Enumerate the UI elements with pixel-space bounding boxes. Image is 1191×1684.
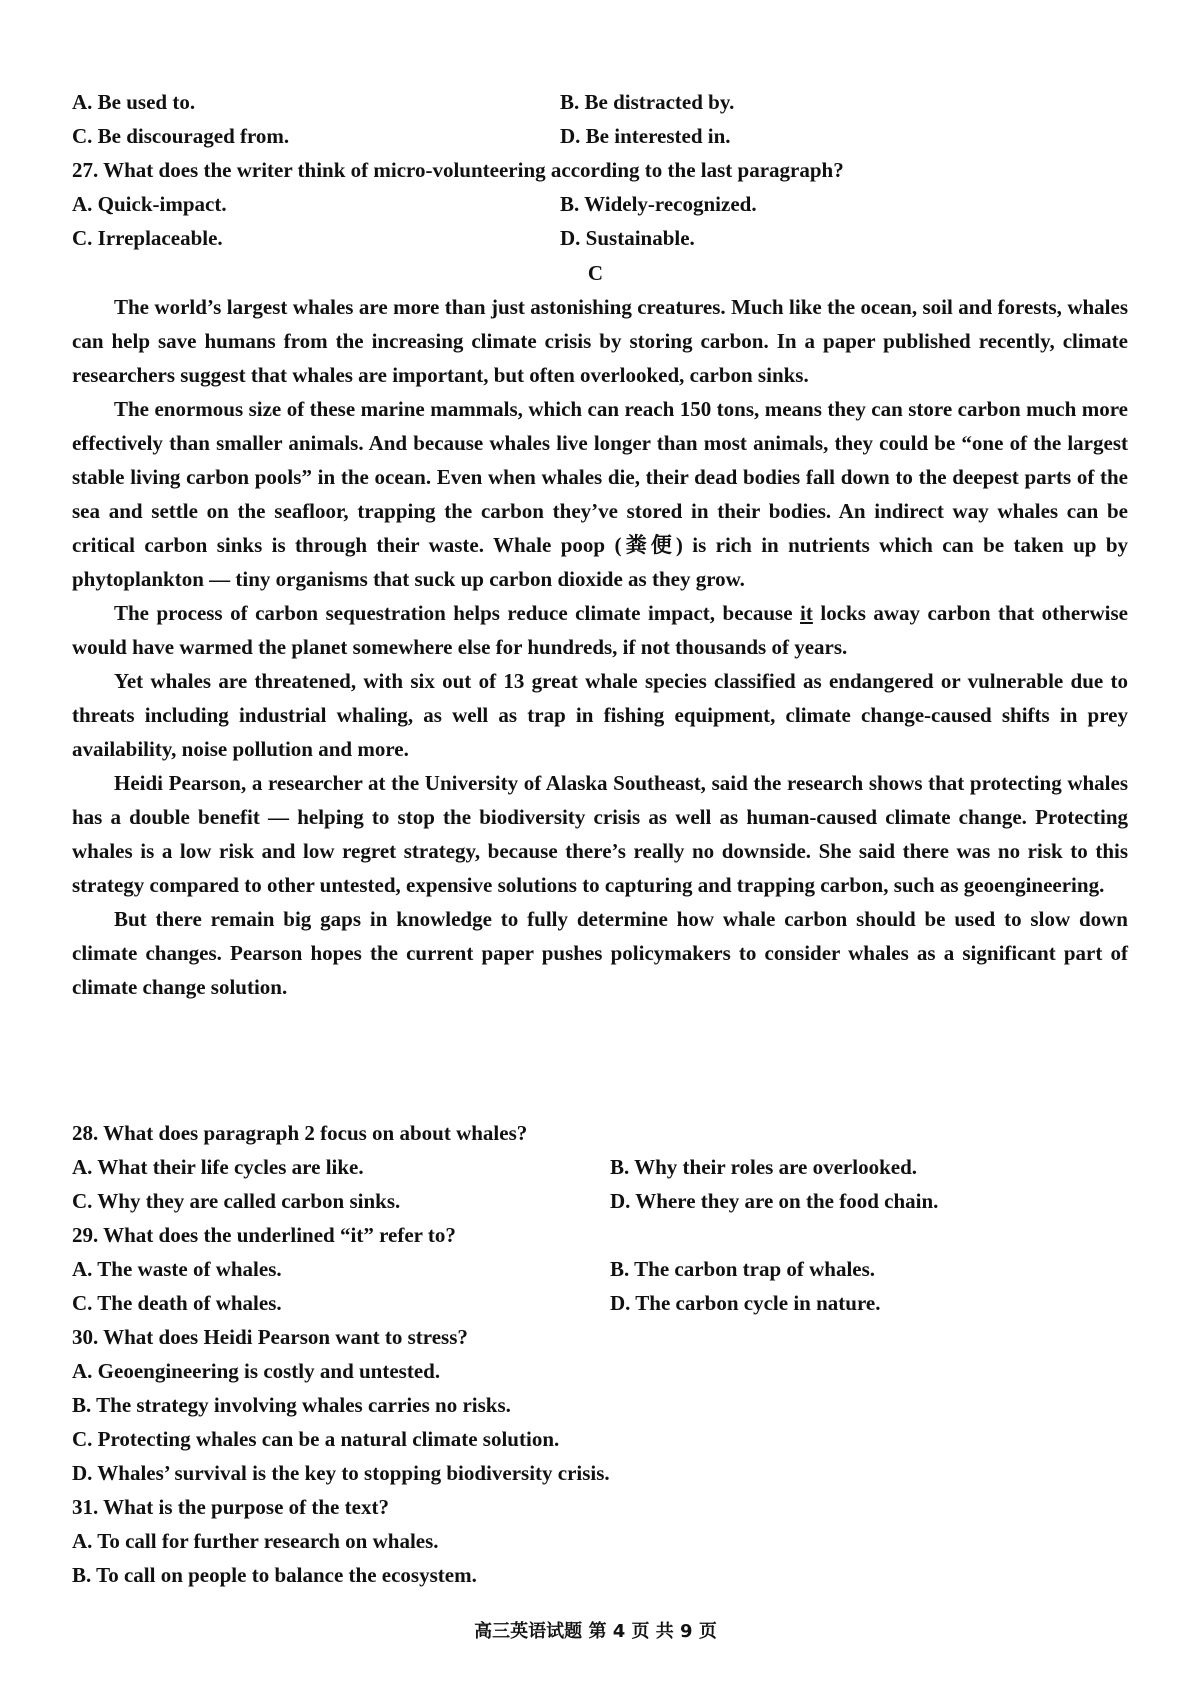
q27-option-c: C. Irreplaceable. [72, 226, 223, 250]
q31-option-a: A. To call for further research on whales. [72, 1529, 439, 1553]
p3-text-before: The process of carbon sequestration helps reduce climate impact, because [114, 601, 801, 625]
q26-option-c: C. Be discouraged from. [72, 124, 290, 148]
q28-option-d: D. Where they are on the food chain. [610, 1189, 939, 1213]
q30-option-b: B. The strategy involving whales carries no risks. [72, 1393, 511, 1417]
section-label: C [587, 261, 604, 285]
q27-option-a: A. Quick-impact. [72, 192, 227, 216]
q26-option-d: D. Be interested in. [560, 124, 731, 148]
q31-option-b: B. To call on people to balance the ecosystem. [72, 1563, 477, 1587]
q28-option-b: B. Why their roles are overlooked. [610, 1155, 918, 1179]
passage-paragraph-2: The enormous size of these marine mammals, which can reach 150 tons, means they can store carbon much more effectively than smaller animals. And because whales live longer than most animals, they could be “one of the largest stable living carbon pools” in the ocean. Even when whales die, their dead bodies fall down to the deepest parts of the sea and settle on the seafloor, trapping the carbon they’ve stored in their bodies. An indirect way whales can be critical carbon sinks is through their waste. Whale poop (粪便) is rich in nutrients which can be taken up by phytoplankton — tiny organisms that suck up carbon dioxide as they grow. [72, 397, 1128, 591]
q29-option-c: C. The death of whales. [72, 1291, 282, 1315]
q28-option-c: C. Why they are called carbon sinks. [72, 1189, 401, 1213]
q29-option-b: B. The carbon trap of whales. [610, 1257, 876, 1281]
q29-question: 29. What does the underlined “it” refer to? [72, 1223, 456, 1247]
q28-option-a: A. What their life cycles are like. [72, 1155, 364, 1179]
q30-option-d: D. Whales’ survival is the key to stopping biodiversity crisis. [72, 1461, 610, 1485]
q30-option-c: C. Protecting whales can be a natural climate solution. [72, 1427, 560, 1451]
q30-question: 30. What does Heidi Pearson want to stress? [72, 1325, 468, 1349]
passage [72, 290, 1128, 1004]
q28-question: 28. What does paragraph 2 focus on about whales? [72, 1121, 528, 1145]
q26-option-a: A. Be used to. [72, 90, 196, 114]
passage-paragraph-6: But there remain big gaps in knowledge to fully determine how whale carbon should be used to slow down climate changes. Pearson hopes the current paper pushes policymakers to consider whales as a significant part of climate change solution. [72, 907, 1128, 999]
passage-paragraph-5: Heidi Pearson, a researcher at the University of Alaska Southeast, said the research shows that protecting whales has a double benefit — helping to stop the biodiversity crisis as well as human-caused climate change. Protecting whales is a low risk and low regret strategy, because there’s really no downside. She said there was no risk to this strategy compared to other untested, expensive solutions to capturing and trapping carbon, such as geoengineering. [72, 771, 1128, 897]
q26-option-b: B. Be distracted by. [560, 90, 735, 114]
p3-text-after: locks away carbon that otherwise would have warmed the planet somewhere else for hundreds, if not thousands of years. [72, 601, 1128, 659]
underlined-it: it [800, 601, 813, 625]
q27-option-b: B. Widely-recognized. [560, 192, 757, 216]
passage-paragraph-1: The world’s largest whales are more than just astonishing creatures. Much like the ocean, soil and forests, whales can help save humans from the increasing climate crisis by storing carbon. In a paper published recently, climate researchers suggest that whales are important, but often overlooked, carbon sinks. [72, 295, 1128, 387]
q29-option-a: A. The waste of whales. [72, 1257, 282, 1281]
passage-paragraph-3 [72, 596, 1128, 664]
q27-question: 27. What does the writer think of micro-volunteering according to the last paragraph? [72, 158, 844, 182]
q27-option-d: D. Sustainable. [560, 226, 695, 250]
q31-question: 31. What is the purpose of the text? [72, 1495, 389, 1519]
page-footer: 高三英语试题 第 4 页 共 9 页 [474, 1621, 717, 1642]
passage-paragraph-4: Yet whales are threatened, with six out of 13 great whale species classified as endangered or vulnerable due to threats including industrial whaling, as well as trap in fishing equipment, climate change-caused shifts in prey availability, noise pollution and more. [72, 669, 1128, 761]
q29-option-d: D. The carbon cycle in nature. [610, 1291, 881, 1315]
q30-option-a: A. Geoengineering is costly and untested. [72, 1359, 441, 1383]
